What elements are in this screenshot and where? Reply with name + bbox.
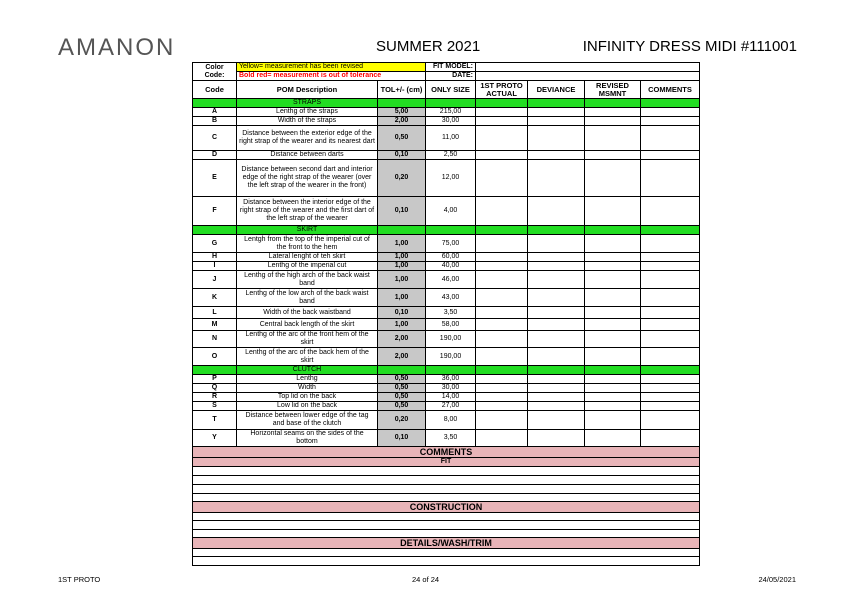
proto-cell[interactable] — [476, 262, 528, 271]
row-desc: Low lid on the back — [237, 402, 378, 411]
row-size: 75,00 — [426, 235, 476, 253]
row-desc: Lenthg of the high arch of the back waist band — [237, 271, 378, 289]
revised-cell[interactable] — [585, 160, 641, 197]
color-code-label: Color Code: — [193, 63, 237, 81]
proto-cell[interactable] — [476, 108, 528, 117]
document-title: INFINITY DRESS MIDI #111001 — [582, 38, 797, 55]
revised-cell[interactable] — [585, 375, 641, 384]
revised-cell[interactable] — [585, 117, 641, 126]
row-size: 30,00 — [426, 117, 476, 126]
row-code: N — [193, 331, 237, 348]
comment-cell[interactable] — [641, 151, 700, 160]
table-row — [193, 117, 700, 126]
revised-cell[interactable] — [585, 262, 641, 271]
table-row — [193, 375, 700, 384]
row-tol: 5,00 — [378, 108, 426, 117]
deviance-cell[interactable] — [528, 307, 585, 319]
comment-cell[interactable] — [641, 289, 700, 307]
comment-cell[interactable] — [641, 108, 700, 117]
row-desc: Central back length of the skirt — [237, 319, 378, 331]
fit-comment-line[interactable] — [193, 485, 700, 494]
deviance-cell[interactable] — [528, 108, 585, 117]
row-size: 2,50 — [426, 151, 476, 160]
deviance-cell[interactable] — [528, 430, 585, 447]
table-row — [193, 160, 700, 197]
deviance-cell[interactable] — [528, 262, 585, 271]
revised-cell[interactable] — [585, 402, 641, 411]
col-pom: POM Description — [237, 81, 378, 99]
row-code: Y — [193, 430, 237, 447]
deviance-cell[interactable] — [528, 160, 585, 197]
revised-cell[interactable] — [585, 411, 641, 430]
row-size: 58,00 — [426, 319, 476, 331]
revised-cell[interactable] — [585, 348, 641, 366]
row-desc: Width of the back waistband — [237, 307, 378, 319]
row-desc: Lenthg of the imperial cut — [237, 262, 378, 271]
proto-cell[interactable] — [476, 289, 528, 307]
construction-comment-line[interactable] — [193, 530, 700, 538]
row-size: 40,00 — [426, 262, 476, 271]
deviance-cell[interactable] — [528, 235, 585, 253]
deviance-cell[interactable] — [528, 411, 585, 430]
row-tol: 0,20 — [378, 411, 426, 430]
row-code: M — [193, 319, 237, 331]
deviance-cell[interactable] — [528, 331, 585, 348]
comment-cell[interactable] — [641, 117, 700, 126]
col-tol: TOL+/- (cm) — [378, 81, 426, 99]
row-desc: Distance between the interior edge of the right strap of the wearer and the first dart of the left strap of the wearer — [237, 197, 378, 226]
comment-cell[interactable] — [641, 319, 700, 331]
proto-cell[interactable] — [476, 348, 528, 366]
comment-cell[interactable] — [641, 375, 700, 384]
row-code: G — [193, 235, 237, 253]
section-clutch: CLUTCH — [237, 366, 378, 375]
revised-cell[interactable] — [585, 289, 641, 307]
row-size: 3,50 — [426, 430, 476, 447]
row-desc: Lentgh from the top of the imperial cut of the front to the hem — [237, 235, 378, 253]
row-code: Q — [193, 384, 237, 393]
column-header-row — [193, 81, 700, 99]
section-row — [193, 226, 700, 235]
comment-cell[interactable] — [641, 430, 700, 447]
season-label: SUMMER 2021 — [376, 38, 481, 55]
table-row — [193, 289, 700, 307]
proto-cell[interactable] — [476, 117, 528, 126]
proto-cell[interactable] — [476, 430, 528, 447]
company-logo: AMANON — [58, 34, 176, 61]
proto-cell[interactable] — [476, 307, 528, 319]
row-tol: 2,00 — [378, 117, 426, 126]
revised-cell[interactable] — [585, 307, 641, 319]
comment-cell[interactable] — [641, 235, 700, 253]
construction-header — [193, 502, 700, 513]
row-code: O — [193, 348, 237, 366]
revised-cell[interactable] — [585, 197, 641, 226]
row-code: T — [193, 411, 237, 430]
revised-cell[interactable] — [585, 271, 641, 289]
fit-comment-line[interactable] — [193, 494, 700, 502]
row-tol: 0,50 — [378, 393, 426, 402]
row-size: 190,00 — [426, 331, 476, 348]
revised-cell[interactable] — [585, 319, 641, 331]
row-code: J — [193, 271, 237, 289]
revised-cell[interactable] — [585, 235, 641, 253]
row-code: F — [193, 197, 237, 226]
section-row — [193, 366, 700, 375]
row-code: A — [193, 108, 237, 117]
comment-cell[interactable] — [641, 262, 700, 271]
row-tol: 1,00 — [378, 235, 426, 253]
row-size: 43,00 — [426, 289, 476, 307]
table-row — [193, 384, 700, 393]
row-desc: Lenthg of the straps — [237, 108, 378, 117]
row-size: 215,00 — [426, 108, 476, 117]
table-row — [193, 402, 700, 411]
table-row — [193, 307, 700, 319]
col-deviance: DEVIANCE — [528, 81, 585, 99]
row-size: 11,00 — [426, 126, 476, 151]
row-code: D — [193, 151, 237, 160]
row-size: 14,00 — [426, 393, 476, 402]
row-code: B — [193, 117, 237, 126]
row-desc: Distance between the exterior edge of the right strap of the wearer and its nearest dart — [237, 126, 378, 151]
proto-cell[interactable] — [476, 331, 528, 348]
details-comment-line[interactable] — [193, 549, 700, 557]
row-size: 190,00 — [426, 348, 476, 366]
fit-model-field[interactable] — [476, 63, 700, 72]
comment-cell[interactable] — [641, 348, 700, 366]
section-skirt: SKIRT — [237, 226, 378, 235]
comment-cell[interactable] — [641, 160, 700, 197]
row-desc: Horizontal seams on the sides of the bottom — [237, 430, 378, 447]
deviance-cell[interactable] — [528, 253, 585, 262]
deviance-cell[interactable] — [528, 375, 585, 384]
measurement-table — [192, 62, 700, 566]
table-row — [193, 262, 700, 271]
row-tol: 0,50 — [378, 384, 426, 393]
proto-cell[interactable] — [476, 375, 528, 384]
proto-cell[interactable] — [476, 235, 528, 253]
proto-cell[interactable] — [476, 126, 528, 151]
table-row — [193, 430, 700, 447]
construction-title: CONSTRUCTION — [193, 502, 700, 513]
row-tol: 0,10 — [378, 430, 426, 447]
revised-cell[interactable] — [585, 151, 641, 160]
col-code: Code — [193, 81, 237, 99]
row-tol: 0,50 — [378, 126, 426, 151]
construction-comment-line[interactable] — [193, 513, 700, 521]
row-code: R — [193, 393, 237, 402]
deviance-cell[interactable] — [528, 402, 585, 411]
row-code: C — [193, 126, 237, 151]
row-desc: Top lid on the back — [237, 393, 378, 402]
deviance-cell[interactable] — [528, 289, 585, 307]
row-tol: 0,10 — [378, 307, 426, 319]
fit-comment-line[interactable] — [193, 476, 700, 485]
row-tol: 2,00 — [378, 331, 426, 348]
proto-cell[interactable] — [476, 402, 528, 411]
col-proto: 1ST PROTO ACTUAL — [476, 81, 528, 99]
row-desc: Lateral lenght of teh skirt — [237, 253, 378, 262]
fit-model-label: FIT MODEL: — [426, 63, 476, 72]
construction-comment-line[interactable] — [193, 521, 700, 530]
deviance-cell[interactable] — [528, 393, 585, 402]
row-tol: 0,10 — [378, 197, 426, 226]
row-size: 12,00 — [426, 160, 476, 197]
comment-cell[interactable] — [641, 393, 700, 402]
row-desc: Width of the straps — [237, 117, 378, 126]
table-row — [193, 271, 700, 289]
row-tol: 0,50 — [378, 375, 426, 384]
table-row — [193, 319, 700, 331]
row-size: 8,00 — [426, 411, 476, 430]
row-desc: Lenthg — [237, 375, 378, 384]
date-label: DATE: — [426, 72, 476, 81]
row-tol: 0,50 — [378, 402, 426, 411]
table-row — [193, 393, 700, 402]
row-tol: 2,00 — [378, 348, 426, 366]
row-code: H — [193, 253, 237, 262]
fit-label: FIT — [193, 458, 700, 467]
table-row — [193, 331, 700, 348]
row-size: 30,00 — [426, 384, 476, 393]
comment-cell[interactable] — [641, 331, 700, 348]
deviance-cell[interactable] — [528, 151, 585, 160]
table-row — [193, 253, 700, 262]
revised-cell[interactable] — [585, 384, 641, 393]
row-tol: 1,00 — [378, 319, 426, 331]
row-size: 36,00 — [426, 375, 476, 384]
revised-cell[interactable] — [585, 430, 641, 447]
date-field[interactable] — [476, 72, 700, 81]
table-row — [193, 108, 700, 117]
deviance-cell[interactable] — [528, 271, 585, 289]
proto-cell[interactable] — [476, 197, 528, 226]
comment-cell[interactable] — [641, 384, 700, 393]
deviance-cell[interactable] — [528, 348, 585, 366]
comments-header — [193, 447, 700, 458]
comment-cell[interactable] — [641, 253, 700, 262]
row-desc: Lenthg of the low arch of the back waist band — [237, 289, 378, 307]
details-comment-line[interactable] — [193, 557, 700, 566]
row-code: P — [193, 375, 237, 384]
row-code: K — [193, 289, 237, 307]
row-desc: Lenthg of the arc of the front hem of the skirt — [237, 331, 378, 348]
footer-date: 24/05/2021 — [758, 575, 796, 584]
deviance-cell[interactable] — [528, 126, 585, 151]
row-size: 3,50 — [426, 307, 476, 319]
proto-cell[interactable] — [476, 253, 528, 262]
comment-cell[interactable] — [641, 271, 700, 289]
row-code: L — [193, 307, 237, 319]
proto-cell[interactable] — [476, 384, 528, 393]
comment-cell[interactable] — [641, 411, 700, 430]
row-desc: Width — [237, 384, 378, 393]
proto-cell[interactable] — [476, 393, 528, 402]
row-size: 4,00 — [426, 197, 476, 226]
row-tol: 0,10 — [378, 151, 426, 160]
comment-cell[interactable] — [641, 197, 700, 226]
proto-cell[interactable] — [476, 319, 528, 331]
revised-cell[interactable] — [585, 393, 641, 402]
row-code: I — [193, 262, 237, 271]
table-row — [193, 151, 700, 160]
revised-cell[interactable] — [585, 108, 641, 117]
row-desc: Distance between lower edge of the tag and base of the clutch — [237, 411, 378, 430]
deviance-cell[interactable] — [528, 197, 585, 226]
row-size: 60,00 — [426, 253, 476, 262]
revised-legend: Yellow= measurement has been revised — [237, 63, 426, 72]
table-row — [193, 197, 700, 226]
fit-subheader — [193, 458, 700, 467]
row-tol: 1,00 — [378, 289, 426, 307]
row-code: S — [193, 402, 237, 411]
row-desc: Lenthg of the arc of the back hem of the skirt — [237, 348, 378, 366]
comment-cell[interactable] — [641, 307, 700, 319]
table-row — [193, 126, 700, 151]
table-row — [193, 411, 700, 430]
col-comments: COMMENTS — [641, 81, 700, 99]
col-revised: REVISED MSMNT — [585, 81, 641, 99]
section-row — [193, 99, 700, 108]
footer-stage: 1ST PROTO — [58, 575, 101, 584]
revised-cell[interactable] — [585, 253, 641, 262]
row-code: E — [193, 160, 237, 197]
footer-page-number: 24 of 24 — [412, 575, 440, 584]
fit-comment-line[interactable] — [193, 467, 700, 476]
proto-cell[interactable] — [476, 411, 528, 430]
revised-cell[interactable] — [585, 126, 641, 151]
details-title: DETAILS/WASH/TRIM — [193, 538, 700, 549]
revised-cell[interactable] — [585, 331, 641, 348]
table-row — [193, 348, 700, 366]
comment-cell[interactable] — [641, 402, 700, 411]
table-row — [193, 235, 700, 253]
row-tol: 1,00 — [378, 253, 426, 262]
comments-title: COMMENTS — [193, 447, 700, 458]
deviance-cell[interactable] — [528, 319, 585, 331]
col-size: ONLY SIZE — [426, 81, 476, 99]
details-header — [193, 538, 700, 549]
proto-cell[interactable] — [476, 151, 528, 160]
deviance-cell[interactable] — [528, 384, 585, 393]
proto-cell[interactable] — [476, 160, 528, 197]
comment-cell[interactable] — [641, 126, 700, 151]
row-tol: 1,00 — [378, 271, 426, 289]
row-tol: 1,00 — [378, 262, 426, 271]
row-size: 27,00 — [426, 402, 476, 411]
row-desc: Distance between second dart and interior edge of the right strap of the wearer (over the left strap of the wearer in the front) — [237, 160, 378, 197]
row-size: 46,00 — [426, 271, 476, 289]
deviance-cell[interactable] — [528, 117, 585, 126]
section-straps: STRAPS — [237, 99, 378, 108]
proto-cell[interactable] — [476, 271, 528, 289]
row-desc: Distance between darts — [237, 151, 378, 160]
row-tol: 0,20 — [378, 160, 426, 197]
out-of-tolerance-legend: Bold red= measurement is out of tolerance — [237, 72, 426, 81]
